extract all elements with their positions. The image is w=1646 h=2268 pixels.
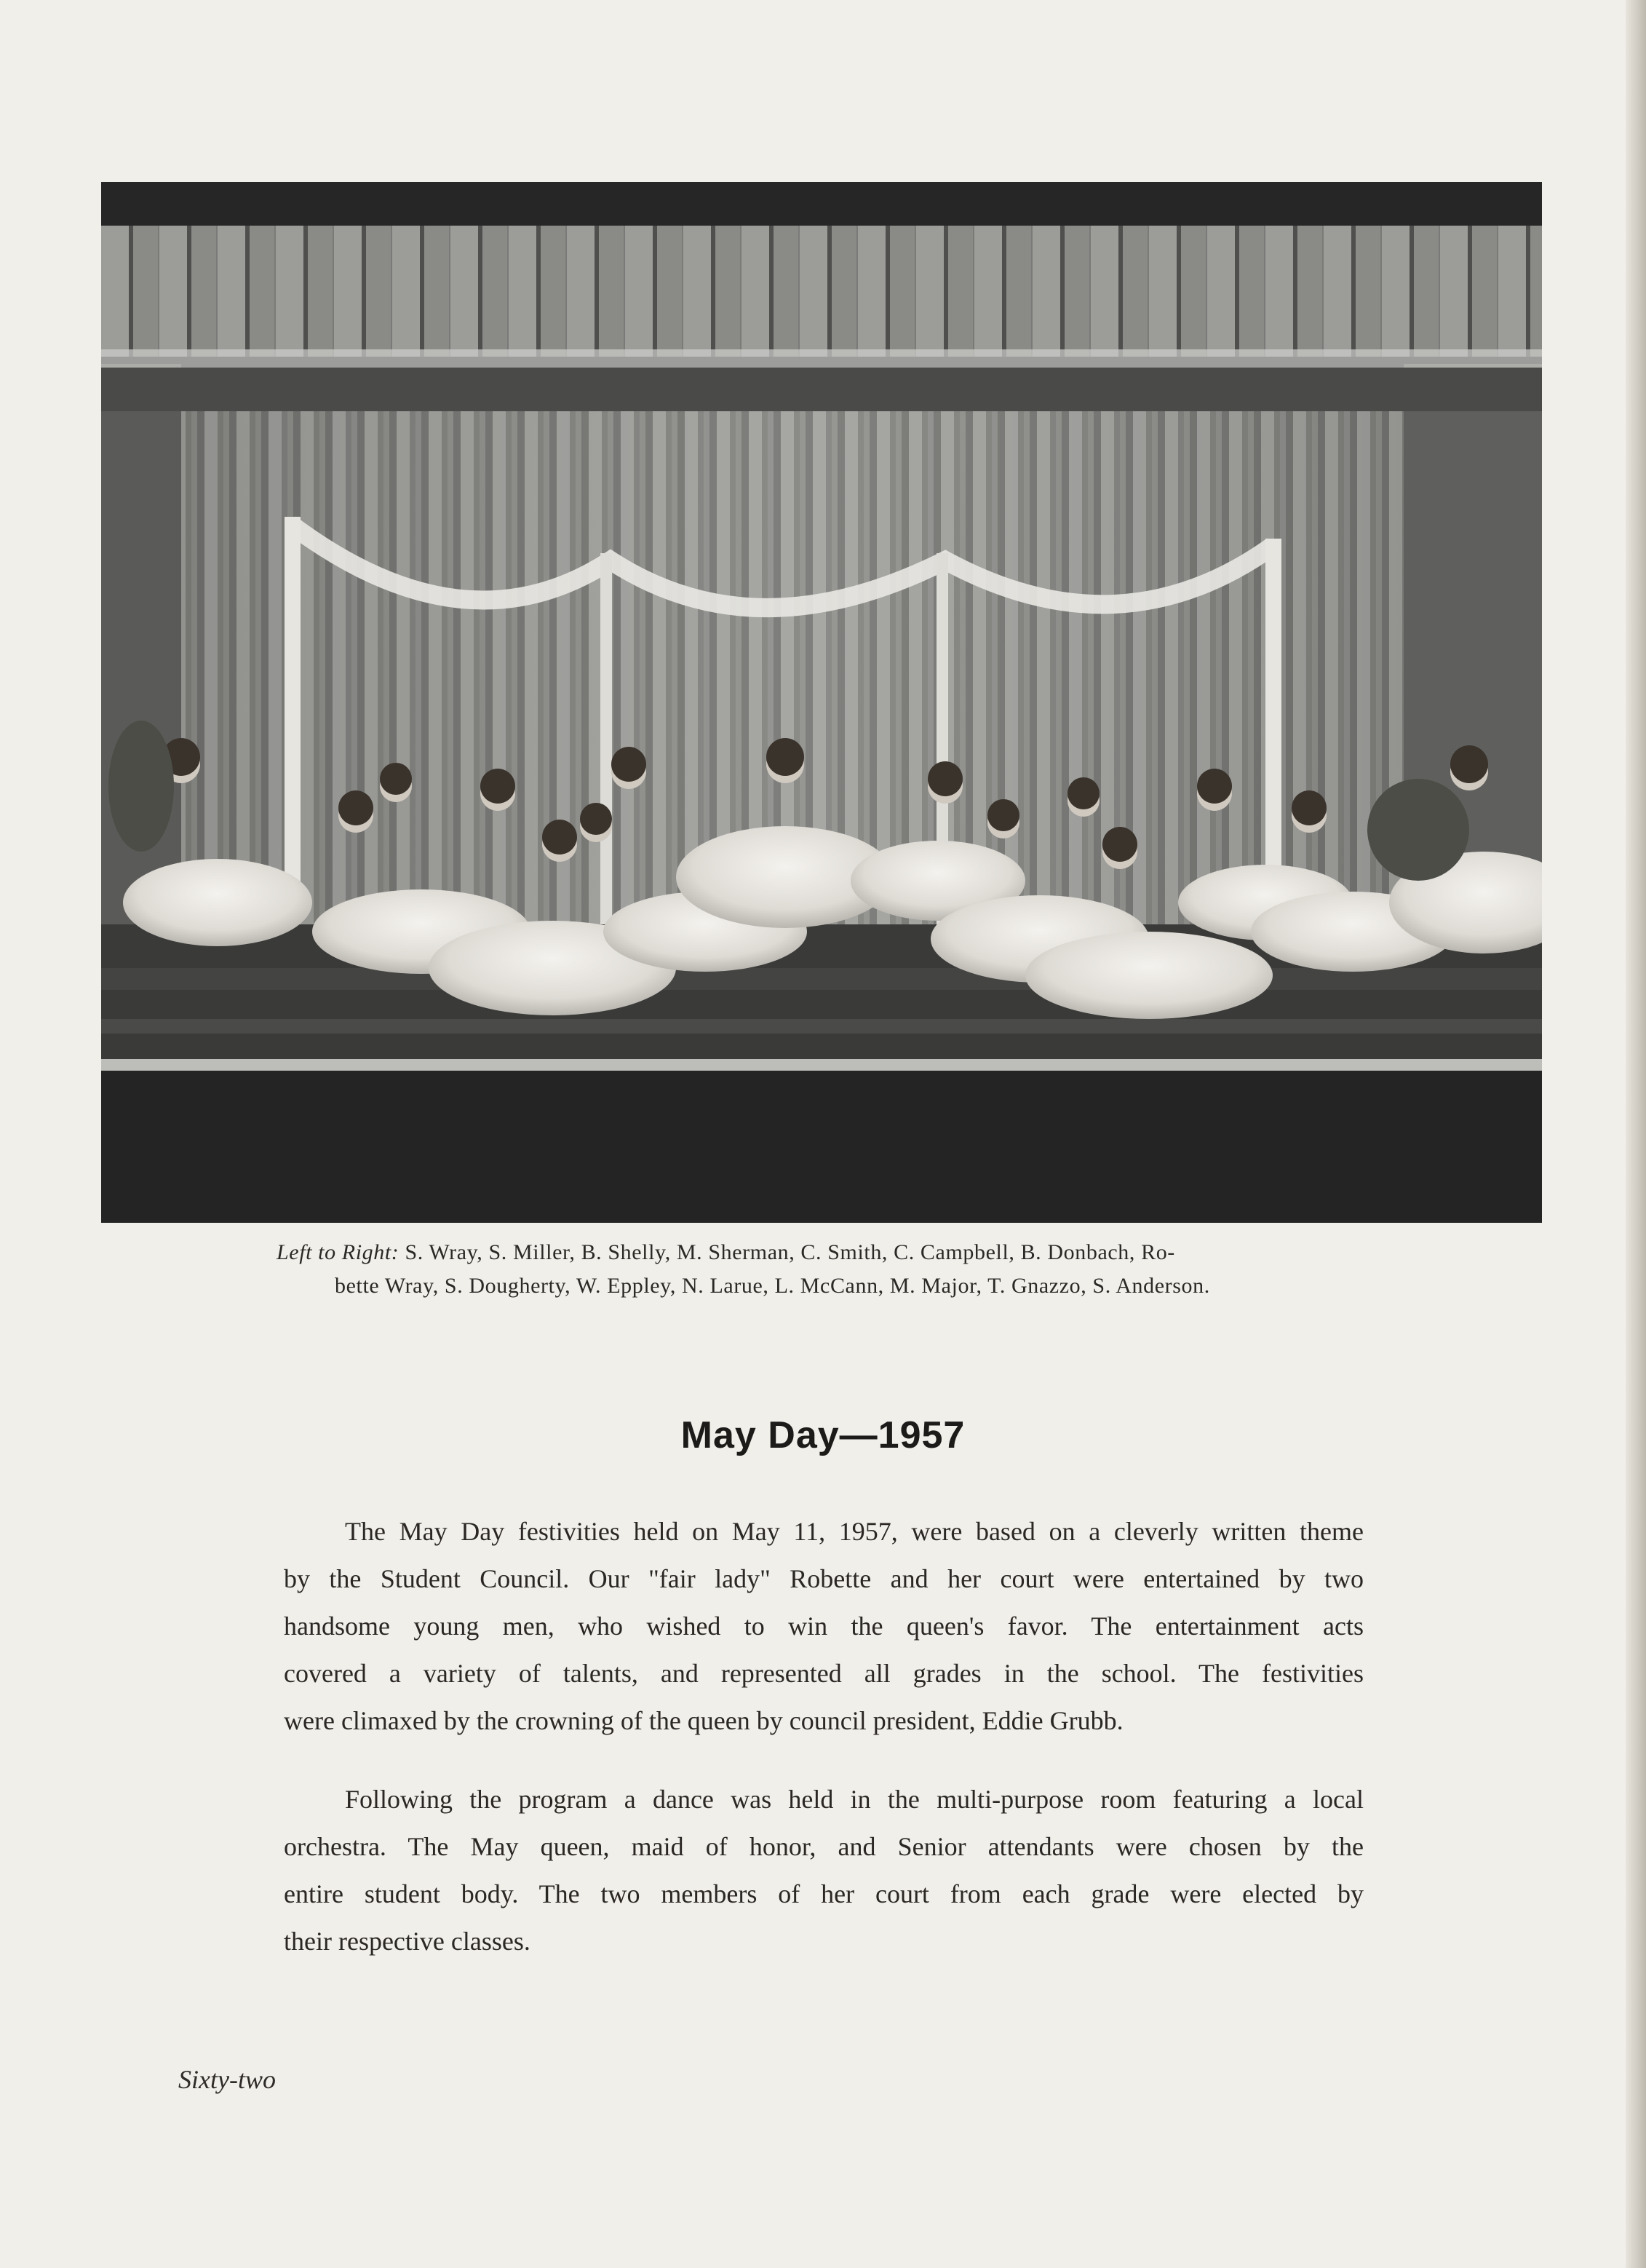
paragraph-2-line: Following the program a dance was held in the multi-purpose room featuring a local xyxy=(345,1785,1364,1814)
page-edge xyxy=(1626,0,1646,2268)
paragraph-1 xyxy=(284,1508,1364,1745)
paragraph-1-line: were climaxed by the crowning of the queen by council president, Eddie Grubb. xyxy=(284,1706,1124,1735)
paragraph-1-line: covered a variety of talents, and represented all grades in the school. The festivities xyxy=(284,1659,1364,1688)
caption-line-2: bette Wray, S. Dougherty, W. Eppley, N. Larue, L. McCann, M. Major, T. Gnazzo, S. Anderson. xyxy=(335,1274,1210,1298)
paragraph-2 xyxy=(284,1776,1364,1965)
page-title: May Day—1957 xyxy=(680,1414,966,1456)
paragraph-1-line: by the Student Council. Our "fair lady" Robette and her court were entertained by two xyxy=(284,1564,1364,1593)
may-day-court-photo xyxy=(101,182,1542,1223)
paragraph-2-line: orchestra. The May queen, maid of honor, and Senior attendants were chosen by the xyxy=(284,1832,1364,1861)
paragraph-1-line: The May Day festivities held on May 11, 1957, were based on a cleverly written theme xyxy=(345,1517,1364,1546)
paragraph-1-line: handsome young men, who wished to win the queen's favor. The entertainment acts xyxy=(284,1611,1364,1641)
caption-line-1: S. Wray, S. Miller, B. Shelly, M. Sherman, C. Smith, C. Campbell, B. Donbach, Ro- xyxy=(399,1240,1175,1264)
paragraph-2-line: entire student body. The two members of her court from each grade were elected by xyxy=(284,1879,1364,1908)
paragraph-2-line: their respective classes. xyxy=(284,1927,530,1956)
page-number: Sixty-two xyxy=(178,2065,276,2094)
photo-caption xyxy=(277,1236,1361,1303)
caption-lead: Left to Right: xyxy=(277,1240,399,1264)
